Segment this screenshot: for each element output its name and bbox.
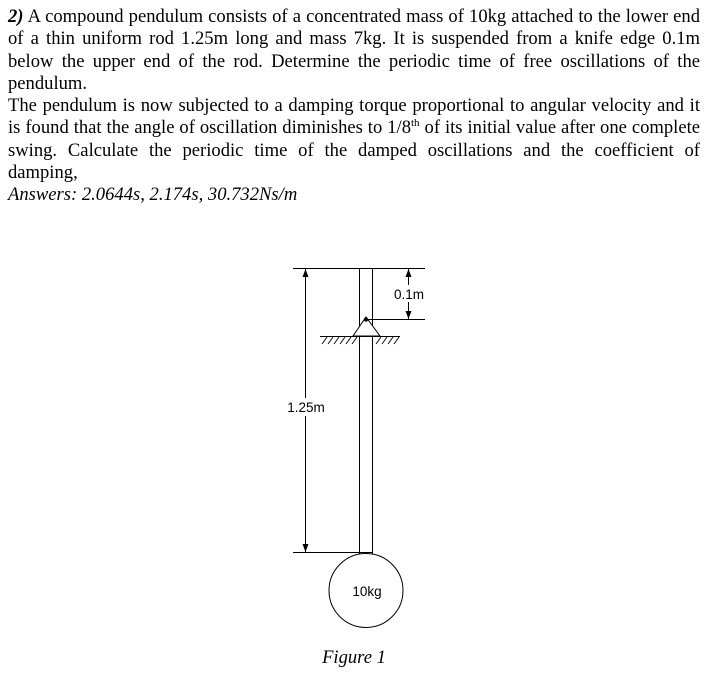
length-arrow-top <box>303 269 309 277</box>
length-arrow-bottom <box>303 544 309 552</box>
pendulum-rod <box>360 269 373 557</box>
figure-caption: Figure 1 <box>322 647 386 668</box>
pivot-arrow-bottom <box>406 311 412 319</box>
question-number: 2) <box>8 6 24 27</box>
problem-text-2a: The pendulum is now subjected to a damping torque proportional to angular velocity and it is found that the angle of oscillation diminishes to 1/8 <box>8 95 700 139</box>
pivot-offset-label: 0.1m <box>393 287 425 302</box>
problem-text-2b: of its initial value after one complete swing. Calculate the periodic time of the damped oscillations and the coefficient of damping, <box>8 117 700 184</box>
ordinal-superscript: th <box>411 117 420 130</box>
pivot-point <box>364 317 368 321</box>
pivot-arrow-top <box>406 269 412 277</box>
problem-text-1: A compound pendulum consists of a concentrated mass of 10kg attached to the lower end of a thin uniform rod 1.25m long and mass 7kg. It is suspended from a knife edge 0.1m below the upper end of the rod. Determine the periodic time of free oscillations of the pendulum. <box>8 6 700 94</box>
length-label: 1.25m <box>287 400 325 415</box>
mass-label: 10kg <box>352 584 382 599</box>
answers-line: Answers: 2.0644s, 2.174s, 30.732Ns/m <box>8 184 298 206</box>
